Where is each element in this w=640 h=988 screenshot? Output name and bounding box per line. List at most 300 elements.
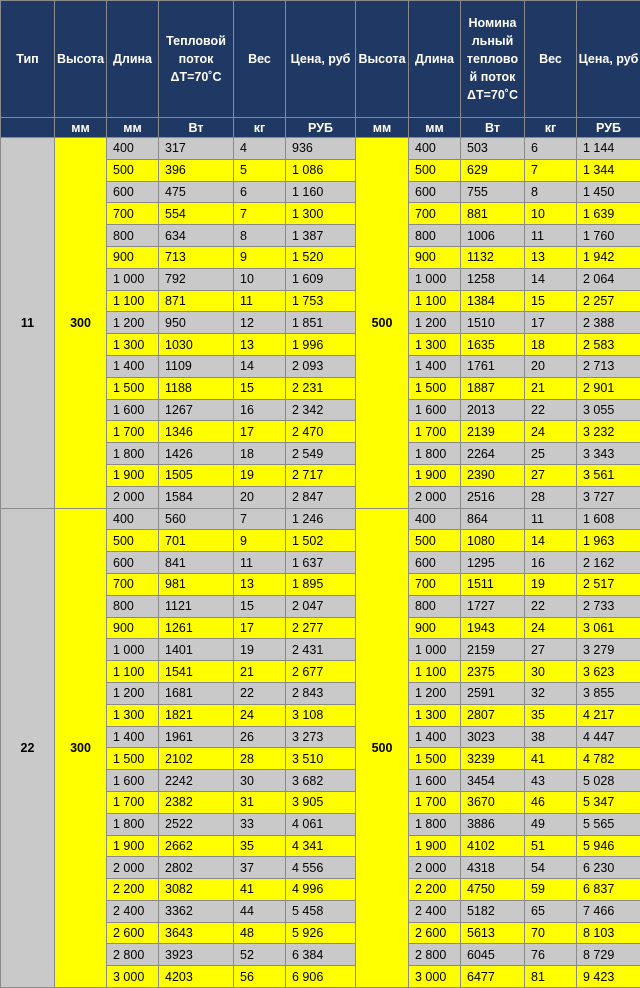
price-cell: 2 162 xyxy=(577,552,640,574)
nominal-heat-flow-cell: 1635 xyxy=(461,334,525,356)
price-cell: 936 xyxy=(286,138,356,160)
heat-flow-cell: 1030 xyxy=(159,334,234,356)
length-cell: 1 000 xyxy=(409,639,461,661)
header-price: Цена, руб xyxy=(286,1,356,118)
weight-cell: 27 xyxy=(525,639,577,661)
length-cell: 500 xyxy=(409,159,461,181)
nominal-heat-flow-cell: 6477 xyxy=(461,966,525,988)
length-cell: 1 300 xyxy=(409,334,461,356)
heat-flow-cell: 3923 xyxy=(159,944,234,966)
price-cell: 6 837 xyxy=(577,879,640,901)
heat-flow-cell: 1961 xyxy=(159,726,234,748)
weight-cell: 35 xyxy=(234,835,286,857)
weight-cell: 15 xyxy=(234,377,286,399)
price-cell: 5 347 xyxy=(577,791,640,813)
length-cell: 1 700 xyxy=(409,421,461,443)
length-cell: 400 xyxy=(107,138,159,160)
length-cell: 800 xyxy=(409,595,461,617)
nominal-heat-flow-cell: 2264 xyxy=(461,443,525,465)
weight-cell: 14 xyxy=(525,268,577,290)
length-cell: 700 xyxy=(107,203,159,225)
weight-cell: 22 xyxy=(234,682,286,704)
length-cell: 1 700 xyxy=(107,421,159,443)
heat-flow-cell: 2522 xyxy=(159,813,234,835)
weight-cell: 15 xyxy=(525,290,577,312)
weight-cell: 17 xyxy=(525,312,577,334)
price-cell: 1 387 xyxy=(286,225,356,247)
price-cell: 8 103 xyxy=(577,922,640,944)
length-cell: 1 400 xyxy=(409,726,461,748)
type-cell: 22 xyxy=(1,508,55,988)
header-length-2: Длина xyxy=(409,1,461,118)
weight-cell: 7 xyxy=(525,159,577,181)
weight-cell: 26 xyxy=(234,726,286,748)
header-price-2: Цена, руб xyxy=(577,1,640,118)
length-cell: 1 900 xyxy=(409,835,461,857)
length-cell: 1 900 xyxy=(107,464,159,486)
price-cell: 2 733 xyxy=(577,595,640,617)
length-cell: 700 xyxy=(107,573,159,595)
heat-flow-cell: 1821 xyxy=(159,704,234,726)
price-cell: 5 946 xyxy=(577,835,640,857)
price-cell: 2 583 xyxy=(577,334,640,356)
header-weight-2: Вес xyxy=(525,1,577,118)
weight-cell: 41 xyxy=(234,879,286,901)
nominal-heat-flow-cell: 1510 xyxy=(461,312,525,334)
header-row xyxy=(1,1,640,118)
price-cell: 6 230 xyxy=(577,857,640,879)
price-cell: 1 144 xyxy=(577,138,640,160)
price-cell: 4 556 xyxy=(286,857,356,879)
heat-flow-cell: 554 xyxy=(159,203,234,225)
weight-cell: 12 xyxy=(234,312,286,334)
price-cell: 3 232 xyxy=(577,421,640,443)
heat-flow-cell: 2102 xyxy=(159,748,234,770)
heat-flow-cell: 950 xyxy=(159,312,234,334)
nominal-heat-flow-cell: 3239 xyxy=(461,748,525,770)
length-cell: 600 xyxy=(107,552,159,574)
length-cell: 700 xyxy=(409,203,461,225)
nominal-heat-flow-cell: 3886 xyxy=(461,813,525,835)
length-cell: 1 000 xyxy=(107,268,159,290)
weight-cell: 30 xyxy=(525,661,577,683)
height-b-cell: 500 xyxy=(356,508,409,988)
length-cell: 1 900 xyxy=(107,835,159,857)
weight-cell: 22 xyxy=(525,595,577,617)
type-cell: 11 xyxy=(1,138,55,509)
price-cell: 1 300 xyxy=(286,203,356,225)
length-cell: 1 100 xyxy=(107,661,159,683)
weight-cell: 11 xyxy=(234,552,286,574)
length-cell: 1 500 xyxy=(107,377,159,399)
heat-flow-cell: 792 xyxy=(159,268,234,290)
weight-cell: 10 xyxy=(234,268,286,290)
weight-cell: 56 xyxy=(234,966,286,988)
heat-flow-cell: 713 xyxy=(159,246,234,268)
height-a-cell: 300 xyxy=(55,508,107,988)
weight-cell: 11 xyxy=(525,225,577,247)
weight-cell: 81 xyxy=(525,966,577,988)
price-cell: 1 942 xyxy=(577,246,640,268)
length-cell: 1 100 xyxy=(409,290,461,312)
length-cell: 2 600 xyxy=(409,922,461,944)
price-cell: 1 760 xyxy=(577,225,640,247)
length-cell: 600 xyxy=(107,181,159,203)
heat-flow-cell: 3082 xyxy=(159,879,234,901)
length-cell: 1 300 xyxy=(409,704,461,726)
weight-cell: 41 xyxy=(525,748,577,770)
price-cell: 4 447 xyxy=(577,726,640,748)
price-cell: 2 388 xyxy=(577,312,640,334)
nominal-heat-flow-cell: 1887 xyxy=(461,377,525,399)
unit-length-2: мм xyxy=(409,118,461,138)
heat-flow-cell: 1681 xyxy=(159,682,234,704)
price-cell: 4 217 xyxy=(577,704,640,726)
nominal-heat-flow-cell: 1080 xyxy=(461,530,525,552)
price-cell: 5 565 xyxy=(577,813,640,835)
length-cell: 900 xyxy=(409,617,461,639)
heat-flow-cell: 1346 xyxy=(159,421,234,443)
weight-cell: 27 xyxy=(525,464,577,486)
nominal-heat-flow-cell: 2591 xyxy=(461,682,525,704)
weight-cell: 52 xyxy=(234,944,286,966)
weight-cell: 54 xyxy=(525,857,577,879)
heat-flow-cell: 1267 xyxy=(159,399,234,421)
height-a-cell: 300 xyxy=(55,138,107,509)
price-cell: 3 061 xyxy=(577,617,640,639)
weight-cell: 8 xyxy=(234,225,286,247)
nominal-heat-flow-cell: 3454 xyxy=(461,770,525,792)
weight-cell: 44 xyxy=(234,900,286,922)
price-cell: 2 431 xyxy=(286,639,356,661)
price-cell: 2 549 xyxy=(286,443,356,465)
weight-cell: 35 xyxy=(525,704,577,726)
nominal-heat-flow-cell: 1132 xyxy=(461,246,525,268)
price-cell: 6 384 xyxy=(286,944,356,966)
length-cell: 900 xyxy=(107,246,159,268)
heat-flow-cell: 475 xyxy=(159,181,234,203)
heat-flow-cell: 1261 xyxy=(159,617,234,639)
header-height-2: Высота xyxy=(356,1,409,118)
price-cell: 4 782 xyxy=(577,748,640,770)
price-cell: 1 344 xyxy=(577,159,640,181)
unit-price: РУБ xyxy=(286,118,356,138)
price-cell: 1 520 xyxy=(286,246,356,268)
header-type: Тип xyxy=(1,1,55,118)
price-cell: 3 905 xyxy=(286,791,356,813)
length-cell: 1 800 xyxy=(107,443,159,465)
price-cell: 1 086 xyxy=(286,159,356,181)
price-cell: 3 623 xyxy=(577,661,640,683)
nominal-heat-flow-cell: 3670 xyxy=(461,791,525,813)
unit-weight-2: кг xyxy=(525,118,577,138)
weight-cell: 24 xyxy=(525,617,577,639)
price-cell: 4 061 xyxy=(286,813,356,835)
weight-cell: 22 xyxy=(525,399,577,421)
unit-heat-flow: Вт xyxy=(159,118,234,138)
nominal-heat-flow-cell: 503 xyxy=(461,138,525,160)
price-cell: 1 895 xyxy=(286,573,356,595)
nominal-heat-flow-cell: 2390 xyxy=(461,464,525,486)
weight-cell: 48 xyxy=(234,922,286,944)
length-cell: 3 000 xyxy=(409,966,461,988)
heat-flow-cell: 871 xyxy=(159,290,234,312)
price-cell: 2 713 xyxy=(577,355,640,377)
nominal-heat-flow-cell: 2159 xyxy=(461,639,525,661)
price-cell: 2 257 xyxy=(577,290,640,312)
nominal-heat-flow-cell: 755 xyxy=(461,181,525,203)
heat-flow-cell: 981 xyxy=(159,573,234,595)
weight-cell: 65 xyxy=(525,900,577,922)
length-cell: 1 600 xyxy=(409,399,461,421)
length-cell: 800 xyxy=(107,595,159,617)
header-weight: Вес xyxy=(234,1,286,118)
weight-cell: 30 xyxy=(234,770,286,792)
length-cell: 800 xyxy=(107,225,159,247)
weight-cell: 13 xyxy=(525,246,577,268)
price-cell: 3 682 xyxy=(286,770,356,792)
length-cell: 2 600 xyxy=(107,922,159,944)
length-cell: 1 800 xyxy=(409,443,461,465)
heat-flow-cell: 1188 xyxy=(159,377,234,399)
length-cell: 1 700 xyxy=(409,791,461,813)
price-cell: 2 231 xyxy=(286,377,356,399)
price-cell: 2 093 xyxy=(286,355,356,377)
weight-cell: 51 xyxy=(525,835,577,857)
weight-cell: 19 xyxy=(234,464,286,486)
price-cell: 2 677 xyxy=(286,661,356,683)
header-heat-flow: Тепловой поток ΔT=70˚С xyxy=(159,1,234,118)
price-cell: 8 729 xyxy=(577,944,640,966)
length-cell: 900 xyxy=(409,246,461,268)
nominal-heat-flow-cell: 2516 xyxy=(461,486,525,508)
nominal-heat-flow-cell: 1511 xyxy=(461,573,525,595)
price-cell: 1 637 xyxy=(286,552,356,574)
unit-weight: кг xyxy=(234,118,286,138)
nominal-heat-flow-cell: 4318 xyxy=(461,857,525,879)
weight-cell: 59 xyxy=(525,879,577,901)
price-cell: 1 160 xyxy=(286,181,356,203)
price-cell: 2 717 xyxy=(286,464,356,486)
price-cell: 2 517 xyxy=(577,573,640,595)
units-row xyxy=(1,118,640,138)
heat-flow-cell: 1505 xyxy=(159,464,234,486)
price-cell: 5 028 xyxy=(577,770,640,792)
price-cell: 5 458 xyxy=(286,900,356,922)
length-cell: 1 500 xyxy=(107,748,159,770)
weight-cell: 17 xyxy=(234,617,286,639)
length-cell: 1 400 xyxy=(409,355,461,377)
heat-flow-cell: 1401 xyxy=(159,639,234,661)
length-cell: 2 400 xyxy=(409,900,461,922)
length-cell: 1 900 xyxy=(409,464,461,486)
nominal-heat-flow-cell: 864 xyxy=(461,508,525,530)
heat-flow-cell: 3643 xyxy=(159,922,234,944)
price-cell: 3 055 xyxy=(577,399,640,421)
weight-cell: 11 xyxy=(525,508,577,530)
unit-nominal-heat-flow: Вт xyxy=(461,118,525,138)
weight-cell: 46 xyxy=(525,791,577,813)
weight-cell: 9 xyxy=(234,530,286,552)
weight-cell: 5 xyxy=(234,159,286,181)
length-cell: 2 800 xyxy=(409,944,461,966)
nominal-heat-flow-cell: 6045 xyxy=(461,944,525,966)
heat-flow-cell: 634 xyxy=(159,225,234,247)
unit-height: мм xyxy=(55,118,107,138)
nominal-heat-flow-cell: 2139 xyxy=(461,421,525,443)
length-cell: 500 xyxy=(107,159,159,181)
weight-cell: 7 xyxy=(234,508,286,530)
price-cell: 2 342 xyxy=(286,399,356,421)
length-cell: 1 500 xyxy=(409,377,461,399)
length-cell: 2 200 xyxy=(409,879,461,901)
length-cell: 1 600 xyxy=(409,770,461,792)
weight-cell: 16 xyxy=(525,552,577,574)
price-cell: 1 450 xyxy=(577,181,640,203)
weight-cell: 21 xyxy=(525,377,577,399)
length-cell: 1 800 xyxy=(409,813,461,835)
weight-cell: 10 xyxy=(525,203,577,225)
heat-flow-cell: 560 xyxy=(159,508,234,530)
price-cell: 2 064 xyxy=(577,268,640,290)
length-cell: 2 000 xyxy=(107,486,159,508)
length-cell: 2 000 xyxy=(107,857,159,879)
length-cell: 2 200 xyxy=(107,879,159,901)
length-cell: 700 xyxy=(409,573,461,595)
heat-flow-cell: 2662 xyxy=(159,835,234,857)
weight-cell: 19 xyxy=(525,573,577,595)
header-length: Длина xyxy=(107,1,159,118)
weight-cell: 6 xyxy=(234,181,286,203)
nominal-heat-flow-cell: 1727 xyxy=(461,595,525,617)
weight-cell: 43 xyxy=(525,770,577,792)
length-cell: 1 200 xyxy=(107,312,159,334)
length-cell: 600 xyxy=(409,552,461,574)
weight-cell: 6 xyxy=(525,138,577,160)
nominal-heat-flow-cell: 1006 xyxy=(461,225,525,247)
length-cell: 1 700 xyxy=(107,791,159,813)
price-cell: 3 273 xyxy=(286,726,356,748)
nominal-heat-flow-cell: 4750 xyxy=(461,879,525,901)
price-cell: 2 470 xyxy=(286,421,356,443)
length-cell: 500 xyxy=(107,530,159,552)
length-cell: 1 300 xyxy=(107,334,159,356)
price-cell: 3 855 xyxy=(577,682,640,704)
nominal-heat-flow-cell: 1258 xyxy=(461,268,525,290)
price-cell: 1 639 xyxy=(577,203,640,225)
nominal-heat-flow-cell: 1761 xyxy=(461,355,525,377)
table-row xyxy=(1,138,640,160)
length-cell: 900 xyxy=(107,617,159,639)
heat-flow-cell: 2802 xyxy=(159,857,234,879)
price-cell: 1 502 xyxy=(286,530,356,552)
price-cell: 1 608 xyxy=(577,508,640,530)
length-cell: 1 200 xyxy=(409,682,461,704)
price-cell: 2 901 xyxy=(577,377,640,399)
nominal-heat-flow-cell: 1384 xyxy=(461,290,525,312)
price-cell: 5 926 xyxy=(286,922,356,944)
heat-flow-cell: 1121 xyxy=(159,595,234,617)
nominal-heat-flow-cell: 5613 xyxy=(461,922,525,944)
length-cell: 2 000 xyxy=(409,486,461,508)
table-body xyxy=(1,138,640,988)
table-row xyxy=(1,508,640,530)
heat-flow-cell: 701 xyxy=(159,530,234,552)
header-height: Высота xyxy=(55,1,107,118)
length-cell: 800 xyxy=(409,225,461,247)
weight-cell: 15 xyxy=(234,595,286,617)
height-b-cell: 500 xyxy=(356,138,409,509)
length-cell: 1 800 xyxy=(107,813,159,835)
weight-cell: 13 xyxy=(234,573,286,595)
length-cell: 600 xyxy=(409,181,461,203)
price-cell: 1 996 xyxy=(286,334,356,356)
weight-cell: 11 xyxy=(234,290,286,312)
length-cell: 400 xyxy=(107,508,159,530)
weight-cell: 14 xyxy=(234,355,286,377)
weight-cell: 70 xyxy=(525,922,577,944)
weight-cell: 18 xyxy=(234,443,286,465)
price-cell: 6 906 xyxy=(286,966,356,988)
weight-cell: 16 xyxy=(234,399,286,421)
weight-cell: 7 xyxy=(234,203,286,225)
length-cell: 1 200 xyxy=(107,682,159,704)
price-cell: 4 996 xyxy=(286,879,356,901)
unit-length: мм xyxy=(107,118,159,138)
price-cell: 3 727 xyxy=(577,486,640,508)
weight-cell: 9 xyxy=(234,246,286,268)
length-cell: 3 000 xyxy=(107,966,159,988)
heat-flow-cell: 1109 xyxy=(159,355,234,377)
weight-cell: 31 xyxy=(234,791,286,813)
price-cell: 1 753 xyxy=(286,290,356,312)
length-cell: 1 000 xyxy=(409,268,461,290)
price-cell: 7 466 xyxy=(577,900,640,922)
length-cell: 2 800 xyxy=(107,944,159,966)
heat-flow-cell: 1426 xyxy=(159,443,234,465)
length-cell: 1 100 xyxy=(107,290,159,312)
weight-cell: 20 xyxy=(525,355,577,377)
nominal-heat-flow-cell: 1943 xyxy=(461,617,525,639)
weight-cell: 13 xyxy=(234,334,286,356)
weight-cell: 25 xyxy=(525,443,577,465)
price-cell: 3 343 xyxy=(577,443,640,465)
heat-flow-cell: 3362 xyxy=(159,900,234,922)
weight-cell: 24 xyxy=(234,704,286,726)
unit-type xyxy=(1,118,55,138)
weight-cell: 32 xyxy=(525,682,577,704)
weight-cell: 33 xyxy=(234,813,286,835)
weight-cell: 19 xyxy=(234,639,286,661)
weight-cell: 17 xyxy=(234,421,286,443)
length-cell: 1 500 xyxy=(409,748,461,770)
weight-cell: 28 xyxy=(525,486,577,508)
weight-cell: 37 xyxy=(234,857,286,879)
nominal-heat-flow-cell: 881 xyxy=(461,203,525,225)
length-cell: 1 400 xyxy=(107,726,159,748)
heat-flow-cell: 317 xyxy=(159,138,234,160)
heat-flow-cell: 4203 xyxy=(159,966,234,988)
weight-cell: 49 xyxy=(525,813,577,835)
length-cell: 500 xyxy=(409,530,461,552)
price-cell: 3 561 xyxy=(577,464,640,486)
price-cell: 2 277 xyxy=(286,617,356,639)
weight-cell: 4 xyxy=(234,138,286,160)
heat-flow-cell: 841 xyxy=(159,552,234,574)
nominal-heat-flow-cell: 5182 xyxy=(461,900,525,922)
unit-height-2: мм xyxy=(356,118,409,138)
heat-flow-cell: 1541 xyxy=(159,661,234,683)
